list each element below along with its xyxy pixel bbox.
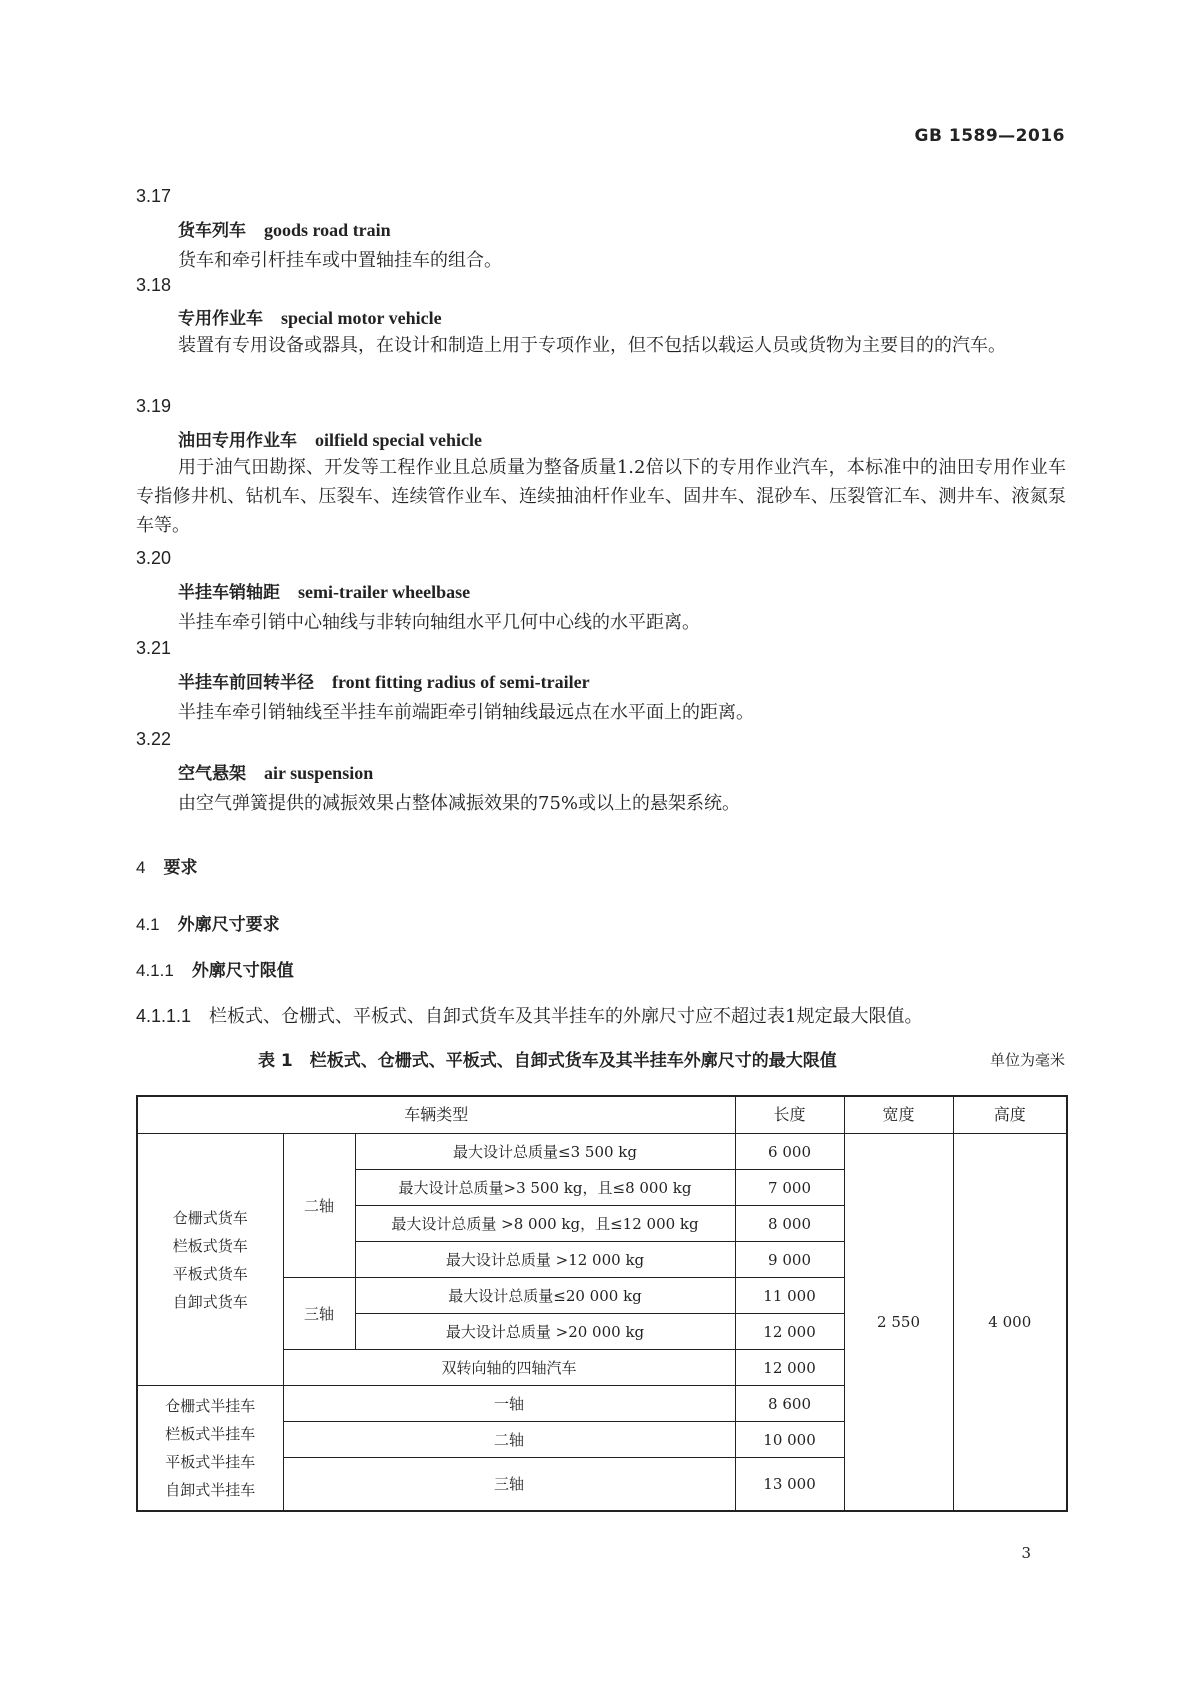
term-en: semi-trailer wheelbase (298, 582, 471, 602)
term-number: 3.21 (136, 638, 172, 658)
height-value: 4 000 (953, 1134, 1067, 1512)
truck-type: 平板式货车 (172, 1264, 248, 1283)
section-number: 4.1 (136, 915, 160, 934)
truck-type: 仓栅式货车 (172, 1208, 248, 1227)
term-definition: 货车和牵引杆挂车或中置轴挂车的组合。 (178, 250, 502, 271)
clause-number: 4.1.1.1 (136, 1006, 192, 1026)
term-zh: 空气悬架 (178, 764, 246, 784)
section-title: 外廓尺寸要求 (177, 915, 280, 935)
header-width: 宽度 (844, 1096, 953, 1134)
section-heading-4-1-1 (136, 956, 294, 981)
term-definition: 半挂车牵引销中心轴线与非转向轴组水平几何中心线的水平距离。 (178, 612, 700, 633)
trailer-type: 自卸式半挂车 (165, 1481, 256, 1499)
clause-text: 栏板式、仓栅式、平板式、自卸式货车及其半挂车的外廓尺寸应不超过表1规定最大限值。 (209, 1006, 923, 1027)
term-title (178, 304, 442, 329)
axle-count-three: 三轴 (283, 1278, 355, 1350)
width-value: 2 550 (844, 1134, 953, 1512)
mass-condition: 最大设计总质量 >8 000 kg，且≤12 000 kg (355, 1206, 735, 1242)
section-heading-4 (136, 853, 197, 878)
section-title: 外廓尺寸限值 (191, 961, 294, 981)
term-title (178, 216, 391, 241)
length-value: 13 000 (735, 1458, 844, 1512)
term-en: air suspension (264, 763, 374, 783)
mass-condition: 最大设计总质量≤20 000 kg (355, 1278, 735, 1314)
length-value: 6 000 (735, 1134, 844, 1170)
trailer-type: 仓栅式半挂车 (165, 1397, 256, 1415)
section-heading-4-1 (136, 910, 280, 935)
term-definition: 半挂车牵引销轴线至半挂车前端距牵引销轴线最远点在水平面上的距离。 (178, 702, 754, 723)
dimension-limits-table (136, 1095, 1068, 1512)
table-caption: 表 1 栏板式、仓栅式、平板式、自卸式货车及其半挂车外廓尺寸的最大限值 (258, 1051, 837, 1071)
mass-condition: 最大设计总质量≤3 500 kg (355, 1134, 735, 1170)
header-vehicle-type: 车辆类型 (137, 1096, 735, 1134)
term-zh: 油田专用作业车 (178, 431, 297, 451)
term-zh: 半挂车销轴距 (178, 583, 280, 603)
truck-type-group (137, 1134, 283, 1386)
clause-4-1-1-1 (136, 1002, 923, 1028)
term-number: 3.19 (136, 396, 172, 416)
length-value: 11 000 (735, 1278, 844, 1314)
term-definition: 由空气弹簧提供的减振效果占整体减振效果的75%或以上的悬架系统。 (178, 793, 741, 814)
mass-condition: 最大设计总质量 >12 000 kg (355, 1242, 735, 1278)
trailer-axle: 二轴 (283, 1422, 735, 1458)
length-value: 7 000 (735, 1170, 844, 1206)
term-definition: 装置有专用设备或器具，在设计和制造上用于专项作业，但不包括以载运人员或货物为主要目的的汽车。 (178, 335, 1006, 356)
table-header-row (137, 1096, 1067, 1134)
length-value: 9 000 (735, 1242, 844, 1278)
section-title: 要求 (163, 858, 198, 878)
truck-type: 自卸式货车 (172, 1292, 248, 1311)
mass-condition: 最大设计总质量 >20 000 kg (355, 1314, 735, 1350)
table-unit: 单位为毫米 (989, 1051, 1065, 1069)
header-length: 长度 (735, 1096, 844, 1134)
axle-count-two: 二轴 (283, 1134, 355, 1278)
term-title (178, 426, 482, 451)
term-zh: 货车列车 (178, 221, 246, 241)
length-value: 12 000 (735, 1314, 844, 1350)
standard-number-header: GB 1589—2016 (914, 126, 1065, 146)
length-value: 8 600 (735, 1386, 844, 1422)
length-value: 10 000 (735, 1422, 844, 1458)
page-number: 3 (1021, 1544, 1031, 1562)
term-number: 3.17 (136, 186, 172, 206)
term-zh: 半挂车前回转半径 (178, 673, 314, 693)
term-title (178, 759, 373, 784)
trailer-axle: 三轴 (283, 1458, 735, 1512)
term-definition: 用于油气田勘探、开发等工程作业且总质量为整备质量1.2倍以下的专用作业汽车，本标准中的油田专用作业车专指修井机、钻机车、压裂车、连续管作业车、连续抽油杆作业车、固井车、混砂车、压裂管汇车、测井车、液氮泵车等。 (136, 457, 1066, 536)
trailer-axle: 一轴 (283, 1386, 735, 1422)
term-title (178, 668, 590, 693)
term-zh: 专用作业车 (178, 309, 263, 329)
term-en: goods road train (264, 220, 391, 240)
trailer-type: 平板式半挂车 (165, 1453, 256, 1471)
section-number: 4.1.1 (136, 961, 174, 980)
term-en: oilfield special vehicle (315, 430, 482, 450)
vehicle-config: 双转向轴的四轴汽车 (283, 1350, 735, 1386)
trailer-type-group (137, 1386, 283, 1512)
mass-condition: 最大设计总质量>3 500 kg，且≤8 000 kg (355, 1170, 735, 1206)
table-row (137, 1134, 1067, 1170)
term-number: 3.20 (136, 548, 172, 568)
term-number: 3.18 (136, 275, 172, 295)
header-height: 高度 (953, 1096, 1067, 1134)
truck-type: 栏板式货车 (172, 1236, 248, 1255)
section-number: 4 (136, 858, 146, 877)
term-en: special motor vehicle (281, 308, 442, 328)
term-title (178, 578, 470, 603)
term-number: 3.22 (136, 729, 172, 749)
length-value: 8 000 (735, 1206, 844, 1242)
trailer-type: 栏板式半挂车 (165, 1425, 256, 1443)
term-en: front fitting radius of semi-trailer (332, 672, 590, 692)
length-value: 12 000 (735, 1350, 844, 1386)
